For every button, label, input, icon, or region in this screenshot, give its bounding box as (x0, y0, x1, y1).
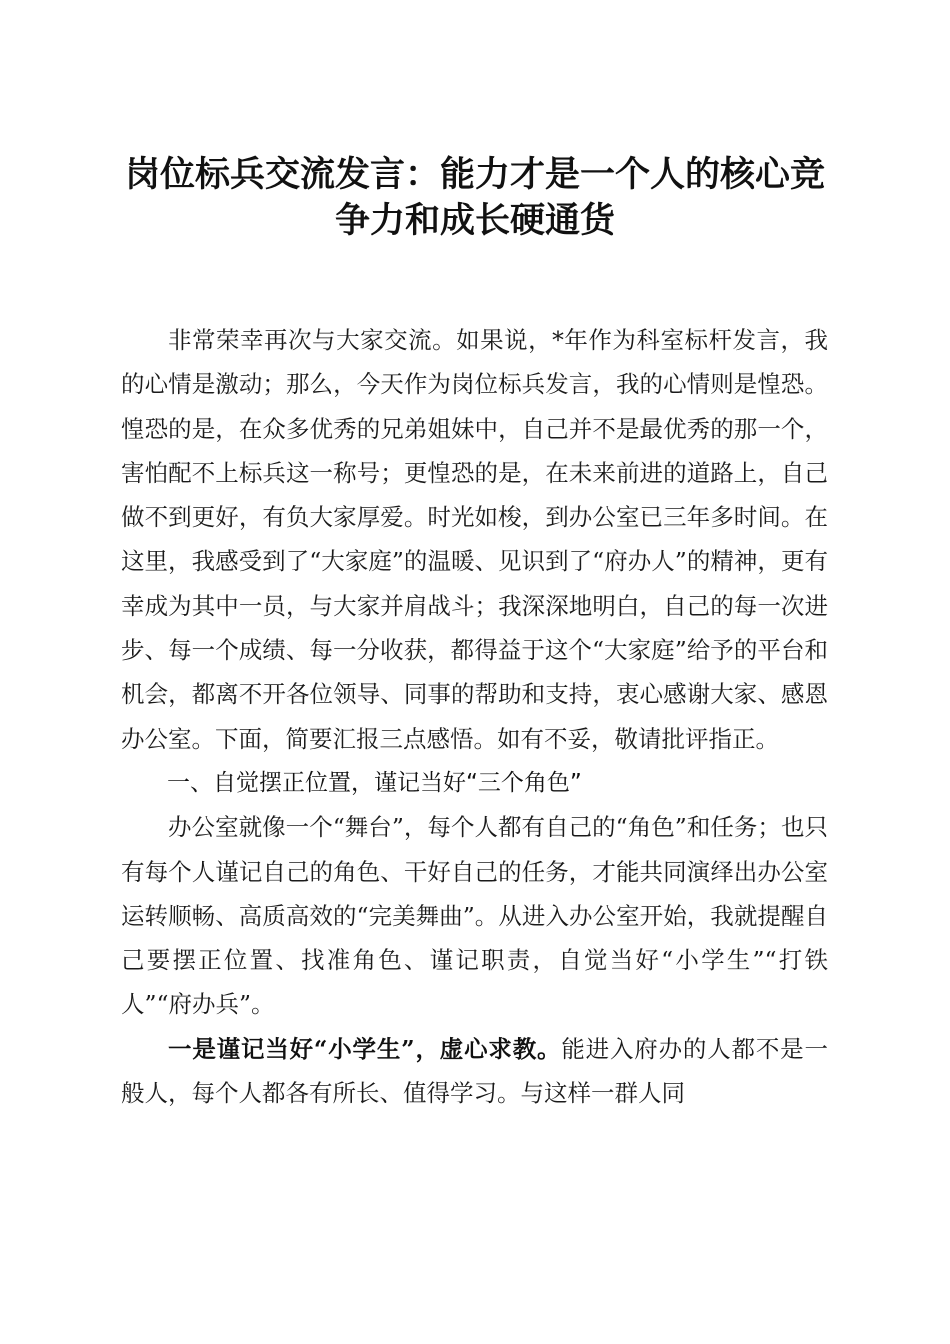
document-title (100, 152, 850, 244)
point-one-paragraph (121, 1027, 828, 1116)
section-heading-1: 一、自觉摆正位置，谨记当好“三个角色” (167, 769, 582, 796)
point-one-lead: 一是谨记当好“小学生”，虚心求教。 (168, 1034, 562, 1063)
document-body (121, 318, 828, 1115)
title-line-1: 岗位标兵交流发言：能力才是一个人的核心竞 (124, 154, 825, 195)
title-line-2: 争力和成长硬通货 (334, 200, 615, 241)
intro-paragraph: 非常荣幸再次与大家交流。如果说，*年作为科室标杆发言，我的心情是激动；那么，今天作为岗位标兵发言，我的心情则是惶恐。惶恐的是，在众多优秀的兄弟姐妹中，自己并不是最优秀的那一个，害怕配不上标兵这一称号；更惶恐的是，在未来前进的道路上，自己做不到更好，有负大家厚爱。时光如梭，到办公室已三年多时间。在这里，我感受到了“大家庭”的温暖、见识到了“府办人”的精神，更有幸成为其中一员，与大家并肩战斗；我深深地明白，自己的每一次进步、每一个成绩、每一分收获，都得益于这个“大家庭”给予的平台和机会，都离不开各位领导、同事的帮助和支持，衷心感谢大家、感恩办公室。下面，简要汇报三点感悟。如有不妥，敬请批评指正。 (121, 326, 828, 753)
point-one-text: 能进入府办的人都不是一般人，每个人都各有所长、值得学习。与这样一群人同 (121, 1034, 828, 1108)
section1-paragraph: 办公室就像一个“舞台”，每个人都有自己的“角色”和任务；也只有每个人谨记自己的角色、干好自己的任务，才能共同演绎出办公室运转顺畅、高质高效的“完美舞曲”。从进入办公室开始，我就提醒自己要摆正位置、找准角色、谨记职责，自觉当好“小学生”“打铁人”“府办兵”。 (121, 813, 828, 1019)
